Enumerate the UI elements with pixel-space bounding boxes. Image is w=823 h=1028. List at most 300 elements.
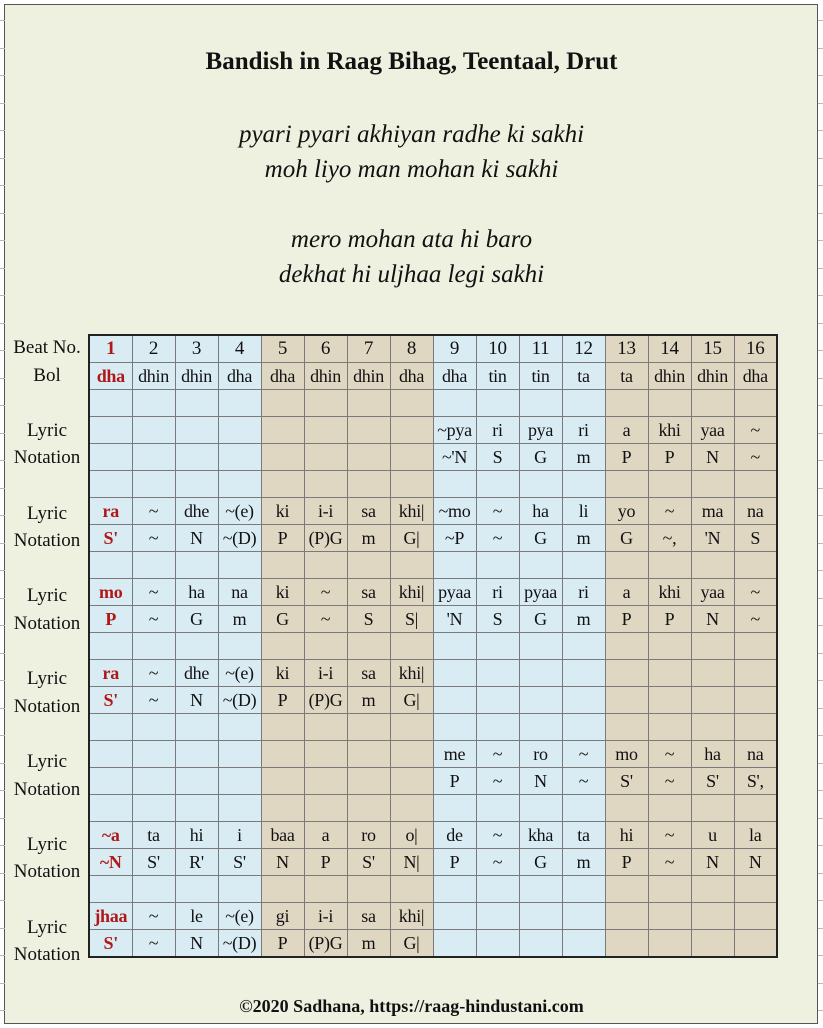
- spacer-cell: [132, 390, 175, 417]
- notation-row-cell: P: [304, 849, 347, 876]
- spacer-cell: [304, 552, 347, 579]
- beat-row-cell: 2: [132, 335, 175, 363]
- lyric-row-cell: i-i: [304, 903, 347, 930]
- spacer-cell: [562, 390, 605, 417]
- beat-row-cell: 15: [691, 335, 734, 363]
- gridline: [818, 570, 823, 571]
- gridline: [818, 103, 823, 104]
- spacer-cell: [304, 390, 347, 417]
- notation-label: Notation: [13, 613, 81, 634]
- spacer-cell: [433, 471, 476, 498]
- beat-row-cell: 3: [175, 335, 218, 363]
- spacer-cell: [648, 714, 691, 741]
- spacer-cell: [304, 714, 347, 741]
- bol-row-cell: dha: [390, 363, 433, 390]
- lyric-row-cell: a: [304, 822, 347, 849]
- notation-row-cell: S': [89, 687, 132, 714]
- lyric-row-cell: ~: [562, 741, 605, 768]
- notation-row-cell: P: [433, 849, 476, 876]
- notation-row-cell: P: [605, 444, 648, 471]
- bol-row-cell: ta: [605, 363, 648, 390]
- copyright-footer: ©2020 Sadhana, https://raag-hindustani.com: [239, 996, 584, 1016]
- beat-row-cell: 7: [347, 335, 390, 363]
- lyric-row-cell: u: [691, 822, 734, 849]
- spacer-cell: [175, 876, 218, 903]
- notation-row-cell: P: [261, 930, 304, 958]
- bol-label: Bol: [33, 365, 61, 386]
- spacer-cell: [89, 471, 132, 498]
- notation-row-cell: S': [132, 849, 175, 876]
- spacer-cell: [562, 714, 605, 741]
- lyric-row-cell: jhaa: [89, 903, 132, 930]
- lyrics-line: pyari pyari akhiyan radhe ki sakhi: [238, 121, 585, 148]
- lyric-row-cell: khi|: [390, 579, 433, 606]
- spacer-row: [89, 876, 777, 903]
- bol-row-cell: dha: [218, 363, 261, 390]
- gridline: [0, 598, 5, 599]
- lyric-row-cell: ra: [89, 498, 132, 525]
- notation-row-cell: [390, 768, 433, 795]
- notation-row-cell: P: [648, 444, 691, 471]
- notation-row-cell: G|: [390, 687, 433, 714]
- notation-row-cell: S': [218, 849, 261, 876]
- lyric-row-cell: [175, 417, 218, 444]
- spacer-cell: [433, 714, 476, 741]
- lyric-row-cell: ro: [519, 741, 562, 768]
- lyric-row-cell: [734, 660, 777, 687]
- lyric-row-cell: ra: [89, 660, 132, 687]
- notation-row-cell: ~'N: [433, 444, 476, 471]
- gridline: [818, 735, 823, 736]
- notation-row: [89, 606, 777, 633]
- gridline: [0, 763, 5, 764]
- spacer-cell: [433, 795, 476, 822]
- notation-row-cell: [648, 687, 691, 714]
- spacer-cell: [218, 714, 261, 741]
- notation-row-cell: [390, 444, 433, 471]
- spacer-cell: [648, 390, 691, 417]
- spacer-cell: [519, 795, 562, 822]
- spacer-cell: [648, 795, 691, 822]
- beat-row-cell: 12: [562, 335, 605, 363]
- spacer-cell: [562, 471, 605, 498]
- spacer-cell: [648, 471, 691, 498]
- notation-row-cell: [691, 687, 734, 714]
- spacer-cell: [734, 633, 777, 660]
- gridline: [818, 900, 823, 901]
- gridline: [818, 20, 823, 21]
- gridline: [0, 213, 5, 214]
- bol-row-cell: dha: [433, 363, 476, 390]
- spacer-cell: [89, 633, 132, 660]
- notation-row-cell: N|: [390, 849, 433, 876]
- spacer-cell: [691, 795, 734, 822]
- notation-label: Notation: [13, 944, 81, 965]
- notation-row-cell: N: [175, 687, 218, 714]
- notation-row: [89, 930, 777, 958]
- gridline: [818, 873, 823, 874]
- notation-row-cell: [347, 444, 390, 471]
- lyric-row-cell: khi: [648, 579, 691, 606]
- beat-row: [89, 335, 777, 363]
- notation-row-cell: (P)G: [304, 525, 347, 552]
- notation-row-cell: S',: [734, 768, 777, 795]
- gridline: [818, 763, 823, 764]
- notation-row-cell: S|: [390, 606, 433, 633]
- gridline: [0, 625, 5, 626]
- notation-row-cell: R': [175, 849, 218, 876]
- notation-row-cell: G|: [390, 525, 433, 552]
- gridline: [0, 790, 5, 791]
- notation-row-cell: 'N: [691, 525, 734, 552]
- lyric-label: Lyric: [26, 834, 68, 855]
- lyric-row-cell: ~: [132, 903, 175, 930]
- lyric-row-cell: [390, 741, 433, 768]
- spacer-cell: [691, 552, 734, 579]
- notation-row-cell: S': [347, 849, 390, 876]
- spacer-cell: [89, 552, 132, 579]
- lyric-row-cell: ha: [691, 741, 734, 768]
- notation-row-cell: S': [605, 768, 648, 795]
- lyrics-antara: [0, 222, 823, 292]
- gridline: [818, 350, 823, 351]
- lyric-row-cell: baa: [261, 822, 304, 849]
- notation-row-cell: [175, 768, 218, 795]
- lyric-row-cell: na: [734, 498, 777, 525]
- gridline: [0, 20, 5, 21]
- lyric-row-cell: ~: [476, 498, 519, 525]
- lyric-row-cell: mo: [89, 579, 132, 606]
- lyric-row-cell: ri: [476, 417, 519, 444]
- lyric-row-cell: li: [562, 498, 605, 525]
- gridline: [0, 433, 5, 434]
- spacer-cell: [218, 390, 261, 417]
- gridline: [818, 378, 823, 379]
- spacer-cell: [562, 876, 605, 903]
- notation-row-cell: m: [562, 525, 605, 552]
- lyric-row-cell: [433, 660, 476, 687]
- spacer-cell: [218, 876, 261, 903]
- spacer-cell: [476, 714, 519, 741]
- gridline: [0, 405, 5, 406]
- spacer-cell: [347, 633, 390, 660]
- lyric-row-cell: ~mo: [433, 498, 476, 525]
- lyric-row-cell: i-i: [304, 498, 347, 525]
- spacer-cell: [734, 714, 777, 741]
- spacer-cell: [132, 471, 175, 498]
- notation-row: [89, 849, 777, 876]
- lyric-row-cell: khi: [648, 417, 691, 444]
- notation-row-cell: m: [347, 525, 390, 552]
- notation-row-cell: [562, 687, 605, 714]
- notation-row-cell: S': [691, 768, 734, 795]
- notation-row-cell: m: [562, 849, 605, 876]
- spacer-cell: [605, 633, 648, 660]
- notation-grid: [88, 334, 778, 958]
- lyric-row-cell: ~(e): [218, 498, 261, 525]
- notation-row-cell: N: [519, 768, 562, 795]
- lyric-row-cell: [605, 660, 648, 687]
- notation-row-cell: ~: [476, 849, 519, 876]
- spacer-cell: [519, 471, 562, 498]
- lyric-row-cell: hi: [605, 822, 648, 849]
- spacer-cell: [648, 876, 691, 903]
- lyric-row-cell: ~(e): [218, 660, 261, 687]
- spacer-cell: [304, 633, 347, 660]
- notation-row-cell: (P)G: [304, 687, 347, 714]
- spacer-row: [89, 633, 777, 660]
- lyric-row-cell: [519, 660, 562, 687]
- lyric-row-cell: khi|: [390, 660, 433, 687]
- notation-row-cell: ~: [132, 930, 175, 958]
- gridline: [0, 735, 5, 736]
- notation-row-cell: P: [261, 687, 304, 714]
- notation-row-cell: [218, 768, 261, 795]
- lyric-row: [89, 579, 777, 606]
- lyric-row-cell: pyaa: [433, 579, 476, 606]
- gridline: [0, 955, 5, 956]
- spacer-cell: [433, 552, 476, 579]
- bol-row-cell: dhin: [347, 363, 390, 390]
- notation-label: Notation: [13, 447, 81, 468]
- spacer-cell: [390, 795, 433, 822]
- notation-row-cell: G: [261, 606, 304, 633]
- gridline: [818, 405, 823, 406]
- notation-row-cell: (P)G: [304, 930, 347, 958]
- notation-row-cell: [89, 768, 132, 795]
- lyric-row-cell: [476, 660, 519, 687]
- lyric-row-cell: [347, 741, 390, 768]
- notation-row-cell: P: [648, 606, 691, 633]
- lyric-row-cell: ~: [132, 498, 175, 525]
- spacer-cell: [476, 471, 519, 498]
- notation-row-cell: ~: [132, 606, 175, 633]
- gridline: [0, 680, 5, 681]
- notation-row-cell: ~: [648, 849, 691, 876]
- spacer-cell: [691, 471, 734, 498]
- spacer-cell: [433, 876, 476, 903]
- notation-row-cell: S: [734, 525, 777, 552]
- gridline: [818, 845, 823, 846]
- bol-row-cell: dhin: [691, 363, 734, 390]
- notation-row-cell: ~P: [433, 525, 476, 552]
- lyric-row-cell: ri: [562, 417, 605, 444]
- notation-row-cell: P: [605, 606, 648, 633]
- bol-row-cell: dhin: [304, 363, 347, 390]
- gridline: [818, 680, 823, 681]
- spacer-cell: [691, 633, 734, 660]
- spacer-cell: [734, 390, 777, 417]
- notation-row-cell: ~(D): [218, 930, 261, 958]
- notation-row-cell: [132, 768, 175, 795]
- lyric-row-cell: sa: [347, 579, 390, 606]
- notation-row-cell: [476, 687, 519, 714]
- lyric-row-cell: sa: [347, 498, 390, 525]
- lyric-row-cell: dhe: [175, 498, 218, 525]
- notation-row-cell: ~: [132, 525, 175, 552]
- notation-row-cell: S: [476, 444, 519, 471]
- lyric-row-cell: sa: [347, 903, 390, 930]
- notation-row-cell: ~: [132, 687, 175, 714]
- gridline: [0, 570, 5, 571]
- spacer-cell: [605, 390, 648, 417]
- spacer-cell: [175, 633, 218, 660]
- lyric-row-cell: [132, 741, 175, 768]
- notation-row-cell: [691, 930, 734, 958]
- spacer-cell: [261, 390, 304, 417]
- gridline: [818, 955, 823, 956]
- notation-row-cell: G: [519, 849, 562, 876]
- bol-row-cell: dhin: [175, 363, 218, 390]
- gridline: [818, 543, 823, 544]
- spacer-cell: [347, 471, 390, 498]
- notation-row-cell: [347, 768, 390, 795]
- lyric-row-cell: pya: [519, 417, 562, 444]
- lyric-row-cell: pyaa: [519, 579, 562, 606]
- lyric-row-cell: [648, 660, 691, 687]
- spacer-cell: [218, 471, 261, 498]
- lyric-row-cell: ~: [648, 498, 691, 525]
- lyric-row-cell: a: [605, 417, 648, 444]
- lyric-row-cell: ta: [132, 822, 175, 849]
- spacer-cell: [304, 471, 347, 498]
- gridline: [818, 928, 823, 929]
- notation-row-cell: 'N: [433, 606, 476, 633]
- notation-label: Notation: [13, 696, 81, 717]
- lyric-row-cell: ~pya: [433, 417, 476, 444]
- spacer-cell: [132, 552, 175, 579]
- gridline: [0, 543, 5, 544]
- lyric-row-cell: [347, 417, 390, 444]
- lyric-row-cell: me: [433, 741, 476, 768]
- gridline: [0, 653, 5, 654]
- lyric-row-cell: ha: [175, 579, 218, 606]
- gridline: [818, 625, 823, 626]
- lyric-row-cell: sa: [347, 660, 390, 687]
- beat-row-cell: 1: [89, 335, 132, 363]
- lyric-row-cell: ~: [648, 822, 691, 849]
- notation-row-cell: ~: [562, 768, 605, 795]
- notation-row-cell: m: [562, 606, 605, 633]
- gridline: [818, 790, 823, 791]
- spacer-cell: [691, 390, 734, 417]
- notation-row-cell: [734, 687, 777, 714]
- notation-row-cell: G: [519, 525, 562, 552]
- gridline: [818, 460, 823, 461]
- spacer-cell: [175, 471, 218, 498]
- gridline: [0, 983, 5, 984]
- gridline: [818, 708, 823, 709]
- gridline: [0, 818, 5, 819]
- lyric-row-cell: [691, 903, 734, 930]
- notation-row: [89, 768, 777, 795]
- bol-row-cell: dhin: [132, 363, 175, 390]
- notation-row-cell: ~: [648, 768, 691, 795]
- lyric-row-cell: ~: [648, 741, 691, 768]
- bol-row-cell: dha: [89, 363, 132, 390]
- spacer-cell: [347, 390, 390, 417]
- lyric-row-cell: [218, 417, 261, 444]
- notation-row-cell: [519, 687, 562, 714]
- notation-row-cell: m: [347, 930, 390, 958]
- lyric-row-cell: ma: [691, 498, 734, 525]
- lyric-row-cell: gi: [261, 903, 304, 930]
- lyric-row-cell: ki: [261, 579, 304, 606]
- gridline: [818, 295, 823, 296]
- lyric-row: [89, 417, 777, 444]
- lyric-row-cell: ri: [562, 579, 605, 606]
- lyric-row: [89, 660, 777, 687]
- lyric-row-cell: ~: [304, 579, 347, 606]
- gridline: [818, 488, 823, 489]
- spacer-cell: [519, 390, 562, 417]
- lyric-row-cell: o|: [390, 822, 433, 849]
- gridline: [0, 873, 5, 874]
- spacer-cell: [304, 876, 347, 903]
- notation-row-cell: [476, 930, 519, 958]
- spacer-cell: [734, 876, 777, 903]
- lyric-row-cell: ta: [562, 822, 605, 849]
- lyric-row-cell: [175, 741, 218, 768]
- notation-row-cell: G: [605, 525, 648, 552]
- spacer-cell: [261, 471, 304, 498]
- spacer-cell: [89, 390, 132, 417]
- gridline: [818, 213, 823, 214]
- beat-row-cell: 13: [605, 335, 648, 363]
- spacer-cell: [261, 795, 304, 822]
- notation-row-cell: [734, 930, 777, 958]
- lyric-label: Lyric: [26, 585, 68, 606]
- spacer-row: [89, 552, 777, 579]
- notation-row-cell: P: [89, 606, 132, 633]
- spacer-cell: [648, 633, 691, 660]
- spacer-cell: [89, 876, 132, 903]
- lyric-label: Lyric: [26, 420, 68, 441]
- notation-row-cell: [605, 930, 648, 958]
- bol-row-cell: tin: [519, 363, 562, 390]
- notation-row-cell: P: [433, 768, 476, 795]
- beat-row-cell: 5: [261, 335, 304, 363]
- lyric-row-cell: [261, 741, 304, 768]
- lyric-row-cell: a: [605, 579, 648, 606]
- lyric-row-cell: khi|: [390, 903, 433, 930]
- lyric-row-cell: ~: [132, 579, 175, 606]
- lyric-row-cell: hi: [175, 822, 218, 849]
- gridline: [0, 295, 5, 296]
- spacer-cell: [390, 552, 433, 579]
- beat-row-cell: 4: [218, 335, 261, 363]
- notation-row-cell: [605, 687, 648, 714]
- bol-row: [89, 363, 777, 390]
- lyric-row-cell: ki: [261, 660, 304, 687]
- spacer-cell: [347, 876, 390, 903]
- lyric-label: Lyric: [26, 751, 68, 772]
- spacer-cell: [390, 390, 433, 417]
- notation-row-cell: N: [734, 849, 777, 876]
- lyric-row-cell: [734, 903, 777, 930]
- spacer-cell: [562, 633, 605, 660]
- lyric-row-cell: i: [218, 822, 261, 849]
- spacer-cell: [132, 633, 175, 660]
- spacer-cell: [218, 552, 261, 579]
- notation-row-cell: [648, 930, 691, 958]
- bol-row-cell: dha: [734, 363, 777, 390]
- spacer-cell: [605, 876, 648, 903]
- gridline: [0, 378, 5, 379]
- spacer-cell: [132, 714, 175, 741]
- bol-row-cell: tin: [476, 363, 519, 390]
- notation-row-cell: [132, 444, 175, 471]
